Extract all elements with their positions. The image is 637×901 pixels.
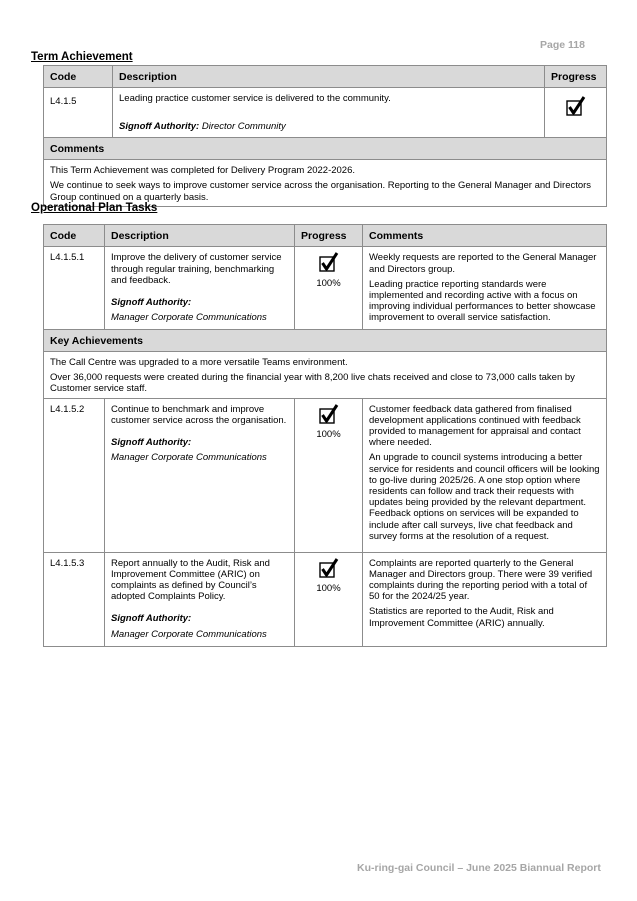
term-header-code: Code bbox=[44, 66, 113, 88]
task-signoff-value: Manager Corporate Communications bbox=[111, 312, 267, 324]
ops-header-progress: Progress bbox=[295, 225, 363, 247]
task-code: L4.1.5.3 bbox=[44, 552, 105, 646]
task-comment: Statistics are reported to the Audit, Risk and Improvement Committee (ARIC) annually. bbox=[369, 606, 554, 629]
operational-plan-table bbox=[43, 224, 607, 647]
task-description-cell bbox=[105, 247, 295, 329]
term-achievement-heading: Term Achievement bbox=[31, 51, 133, 63]
term-comment-1: This Term Achievement was completed for Delivery Program 2022-2026. bbox=[50, 165, 356, 177]
term-comment-2: We continue to seek ways to improve customer service across the organisation. Reporting to the General Manager and Directors Group continued on a quarterly basis. bbox=[50, 180, 592, 203]
key-achievements-header-row bbox=[44, 329, 607, 351]
task-progress-value: 100% bbox=[316, 277, 341, 289]
page-number: Page 118 bbox=[540, 39, 585, 51]
task-description: Improve the delivery of customer service through regular training, benchmarking and feedback. bbox=[111, 252, 282, 286]
term-signoff bbox=[119, 121, 538, 132]
task-row bbox=[44, 398, 607, 552]
key-achievements-label: Key Achievements bbox=[44, 329, 607, 351]
term-header-description: Description bbox=[113, 66, 545, 88]
term-comments-label: Comments bbox=[44, 137, 607, 159]
task-progress-cell bbox=[295, 552, 363, 646]
key-achievement-1: The Call Centre was upgraded to a more versatile Teams environment. bbox=[50, 356, 348, 368]
term-achievement-table bbox=[43, 65, 607, 207]
checkbox-checked-icon bbox=[319, 404, 339, 424]
task-description: Report annually to the Audit, Risk and Improvement Committee (ARIC) on complaints as defined by Council’s adopted Complaints Policy. bbox=[111, 557, 270, 603]
task-signoff-label: Signoff Authority: bbox=[111, 296, 192, 308]
term-header-row bbox=[44, 66, 607, 88]
task-progress-value: 100% bbox=[316, 428, 341, 440]
checkbox-checked-icon bbox=[566, 96, 586, 116]
task-signoff-value: Manager Corporate Communications bbox=[111, 452, 267, 464]
task-comment: Weekly requests are reported to the General Manager and Directors group. bbox=[369, 252, 597, 275]
ops-header-code: Code bbox=[44, 225, 105, 247]
task-signoff-label: Signoff Authority: bbox=[111, 613, 192, 625]
task-description: Continue to benchmark and improve customer service across the organisation. bbox=[111, 403, 287, 426]
task-code: L4.1.5.1 bbox=[44, 247, 105, 329]
key-achievements-row bbox=[44, 351, 607, 398]
task-signoff-label: Signoff Authority: bbox=[111, 436, 192, 448]
ops-header-row bbox=[44, 225, 607, 247]
term-signoff-value: Director Community bbox=[199, 120, 286, 132]
term-code: L4.1.5 bbox=[44, 88, 113, 137]
task-code: L4.1.5.2 bbox=[44, 398, 105, 552]
key-achievements-cell bbox=[44, 351, 607, 398]
key-achievement-2: Over 36,000 requests were created during the financial year with 8,200 live chats received and close to 73,000 calls taken by Customer service staff. bbox=[50, 372, 575, 395]
term-description: Leading practice customer service is delivered to the community. bbox=[119, 93, 391, 105]
checkbox-checked-icon bbox=[319, 252, 339, 272]
task-signoff-value: Manager Corporate Communications bbox=[111, 628, 267, 640]
ops-header-description: Description bbox=[105, 225, 295, 247]
term-comments-row bbox=[44, 160, 607, 207]
term-comments-header-row bbox=[44, 137, 607, 159]
task-progress-cell bbox=[295, 247, 363, 329]
task-comment: An upgrade to council systems introducing a better service for residents and council officers will be looking to go-live during 2025/26. A one stop option where residents can follow and track their requests with updates being provided by the relevant department. Feedback options on services will be expanded to include after call surveys, live chat feedback and survey forms at the resolution of a request. bbox=[369, 452, 600, 542]
footer-report-title: Ku-ring-gai Council – June 2025 Biannual Report bbox=[357, 862, 601, 874]
task-description-cell bbox=[105, 552, 295, 646]
task-comments-cell bbox=[363, 247, 607, 329]
term-signoff-label: Signoff Authority: bbox=[119, 120, 200, 132]
task-progress-cell bbox=[295, 398, 363, 552]
task-comments-cell bbox=[363, 398, 607, 552]
term-row bbox=[44, 88, 607, 137]
task-row bbox=[44, 552, 607, 646]
term-description-cell bbox=[113, 88, 545, 137]
term-header-progress: Progress bbox=[545, 66, 607, 88]
term-progress-cell bbox=[545, 88, 607, 137]
operational-plan-heading: Operational Plan Tasks bbox=[31, 202, 158, 214]
task-comment: Leading practice reporting standards were implemented and recording active with a focus on improving individual performances to better showcase improvement to overall service satisfaction. bbox=[369, 278, 596, 324]
task-comments-cell bbox=[363, 552, 607, 646]
checkbox-checked-icon bbox=[319, 558, 339, 578]
task-progress-value: 100% bbox=[316, 582, 341, 594]
task-row bbox=[44, 247, 607, 329]
ops-header-comments: Comments bbox=[363, 225, 607, 247]
task-comment: Complaints are reported quarterly to the General Manager and Directors group. There were 39 verified complaints during the reporting period with a total of 50 for the 2024/25 year. bbox=[369, 557, 593, 603]
term-comments-cell bbox=[44, 160, 607, 207]
task-comment: Customer feedback data gathered from finalised development applications continued with feedback provided to management for appraisal and contact where needed. bbox=[369, 403, 581, 449]
task-description-cell bbox=[105, 398, 295, 552]
